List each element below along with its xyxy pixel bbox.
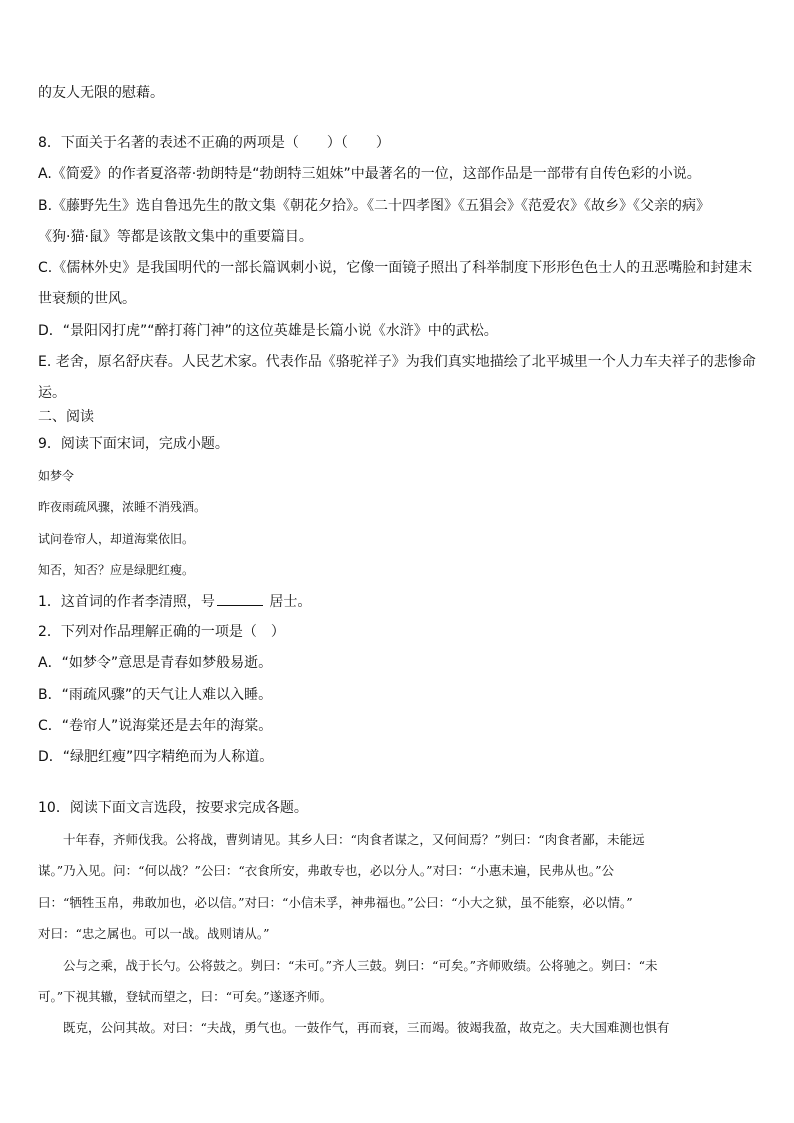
sub-question-2: 2．下列对作品理解正确的一项是（ ） [38, 624, 285, 640]
classical-text-line: 十年春，齐师伐我。公将战，曹刿请见。其乡人曰：“肉食者谋之，又何间焉？”刿曰：“肉食者鄙，未能远 [38, 832, 645, 847]
classical-text-line: 既克，公问其故。对曰：“夫战，勇气也。一鼓作气，再而衰，三而竭。彼竭我盈，故克之。夫大国难测也惧有 [38, 1020, 670, 1035]
classical-text-line: 可。”下视其辙，登轼而望之，曰：“可矣。”遂逐齐师。 [38, 989, 333, 1004]
poem-line: 知否，知否？应是绿肥红瘦。 [38, 563, 195, 577]
sub-question-1-text: 1．这首词的作者李清照，号 [38, 594, 215, 610]
sub-question-2-option-a: A．“如梦令”意思是青春如梦般易逝。 [38, 655, 273, 671]
poem-title: 如梦令 [38, 469, 75, 483]
question-8-option-b-cont: 《狗·猫·鼠》等都是该散文集中的重要篇目。 [38, 229, 313, 245]
question-8-option-c: C.《儒林外史》是我国明代的一部长篇讽刺小说，它像一面镜子照出了科举制度下形形色色士人的丑恶嘴脸和封建末 [38, 260, 753, 276]
answer-blank[interactable] [217, 591, 263, 606]
poem-line: 试问卷帘人，却道海棠依旧。 [38, 532, 195, 546]
question-8-stem: 8．下面关于名著的表述不正确的两项是（ ）（ ） [38, 135, 390, 151]
question-8-option-c-cont: 世衰颓的世风。 [38, 291, 136, 307]
question-8-option-d: D．“景阳冈打虎”“醉打蒋门神”的这位英雄是长篇小说《水浒》中的武松。 [38, 323, 498, 339]
poem-line: 昨夜雨疏风骤，浓睡不消残酒。 [38, 500, 207, 514]
sub-question-2-option-b: B．“雨疏风骤”的天气让人难以入睡。 [38, 687, 273, 703]
classical-text-line: 谋。”乃入见。问：“何以战？”公曰：“衣食所安，弗敢专也，必以分人。”对曰：“小惠未遍，民弗从也。”公 [38, 863, 614, 878]
sub-question-1 [38, 591, 311, 612]
classical-text-line: 对曰：“忠之属也。可以一战。战则请从。” [38, 926, 270, 941]
text-line: 的友人无限的慰藉。 [38, 85, 164, 101]
classical-text-line: 曰：“牺牲玉帛，弗敢加也，必以信。”对曰：“小信未孚，神弗福也。”公曰：“小大之狱，虽不能察，必以情。” [38, 895, 633, 910]
question-8-option-e-cont: 运。 [38, 385, 66, 401]
classical-text-line: 公与之乘，战于长勺。公将鼓之。刿曰：“未可。”齐人三鼓。刿曰：“可矣。”齐师败绩。公将驰之。刿曰：“未 [38, 958, 658, 973]
question-8-option-e: E. 老舍，原名舒庆春。人民艺术家。代表作品《骆驼祥子》为我们真实地描绘了北平城里一个人力车夫祥子的悲惨命 [38, 354, 756, 370]
sub-question-2-option-d: D．“绿肥红瘦”四字精绝而为人称道。 [38, 749, 274, 765]
question-8-option-b: B.《藤野先生》选自鲁迅先生的散文集《朝花夕拾》。《二十四孝图》《五猖会》《范爱农》《故乡》《父亲的病》 [38, 198, 711, 214]
question-8-option-a: A.《简爱》的作者夏洛蒂·勃朗特是“勃朗特三姐妹”中最著名的一位，这部作品是一部带有自传色彩的小说。 [38, 166, 701, 182]
sub-question-1-tail: 居士。 [264, 594, 312, 610]
question-9-stem: 9．阅读下面宋词，完成小题。 [38, 436, 229, 452]
section-heading: 二、阅读 [38, 409, 94, 425]
sub-question-2-option-c: C．“卷帘人”说海棠还是去年的海棠。 [38, 718, 273, 734]
question-10-stem: 10．阅读下面文言选段，按要求完成各题。 [38, 800, 308, 816]
